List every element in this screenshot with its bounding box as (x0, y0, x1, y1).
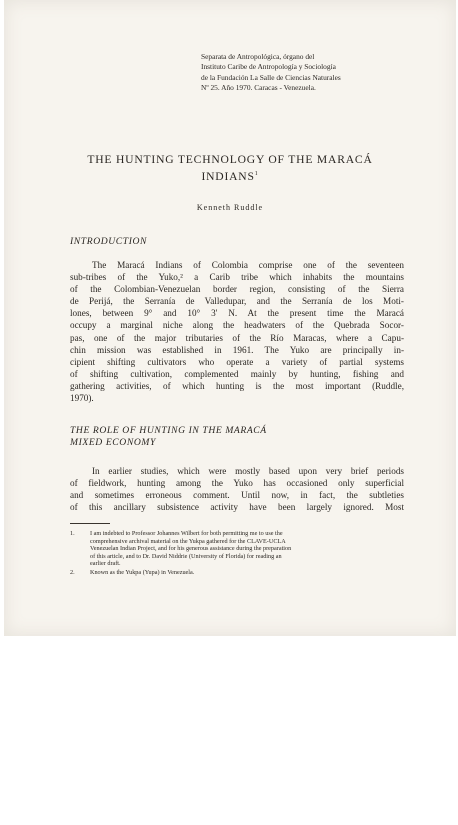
paper-title (44, 153, 416, 184)
role-paragraph (70, 465, 404, 513)
footnote-number: 2. (70, 569, 75, 576)
introduction-heading-text: INTRODUCTION (70, 236, 148, 247)
title-footnote-marker: 1 (254, 171, 259, 177)
offprint-note-line: de la Fundación La Salle de Ciencias Naturales (201, 72, 341, 82)
footnote-body (90, 569, 404, 577)
title-line-1: THE HUNTING TECHNOLOGY OF THE MARACÁ (87, 153, 373, 166)
text-line: sub-tribes of the Yuko,² a Carib tribe which inhabits the mountains (70, 272, 404, 283)
title-line-2-text: INDIANS (201, 169, 255, 183)
text-line: lones, between 9° and 10° 3' N. At the present time the Maracá (70, 308, 404, 319)
offprint-note-line: Nº 25. Año 1970. Caracas - Venezuela. (201, 83, 316, 93)
paper-page (4, 0, 456, 636)
footnote-2 (70, 569, 404, 579)
title-line-2 (44, 167, 416, 184)
footnote-1 (70, 530, 404, 570)
text-line: of the Colombian-Venezuelan border region, consisting of the Sierra (70, 284, 404, 295)
footnote-line: earlier draft. (90, 560, 121, 568)
text-line: pas, one of the major tributaries of the Río Maracas, where a Capu- (70, 332, 404, 343)
text-line: 1970). (70, 393, 94, 404)
offprint-note-line: Separata de Antropológica, órgano del (201, 52, 315, 61)
text-line: The Maracá Indians of Colombia comprise one of the seventeen (92, 260, 404, 270)
role-heading-line: THE ROLE OF HUNTING IN THE MARACÁ (70, 425, 267, 436)
text-line: chin mission was established in 1961. The Yuko are principally in- (70, 344, 404, 355)
introduction-paragraph (70, 259, 404, 404)
text-line: of fieldwork, hunting among the Yuko has occasioned only superficial (70, 478, 404, 489)
footnote-body (90, 530, 404, 568)
text-line: de Perijá, the Serranía de Valledupar, and the Serranía de los Moti- (70, 296, 404, 307)
offprint-note (201, 52, 401, 94)
text-line: In earlier studies, which were mostly based upon very brief periods (92, 466, 404, 476)
footnote-rule (70, 523, 110, 524)
text-line: of this ancillary subsistence activity have been largely ignored. Most (70, 502, 404, 513)
author-name: Kenneth Ruddle (196, 203, 264, 212)
footnote-line: Venezuelan Indian Project, and for his generous assistance during the preparation (90, 545, 292, 553)
introduction-heading (70, 236, 147, 248)
footnote-line: comprehensive archival material on the Yukpa gathered for the CLAVE-UCLA (90, 537, 286, 545)
text-line: occupy a marginal niche along the headwaters of the Quebrada Socor- (70, 320, 404, 331)
footnote-line: of this article, and to Dr. David Niddrie (University of Florida) for reading an (90, 552, 282, 560)
role-section-heading (70, 425, 267, 449)
footnote-line: Known as the Yukpa (Yupa) in Venezuela. (90, 569, 195, 576)
footnote-line: I am indebted to Professor Johannes Wilbert for both permitting me to use the (90, 530, 283, 537)
text-line: and sometimes erroneous comment. Until now, in fact, the subtleties (70, 490, 404, 501)
role-heading-line: MIXED ECONOMY (70, 437, 156, 448)
text-line: cipient shifting cultivators who operate a variety of partial systems (70, 356, 404, 367)
text-line: of shifting cultivation, complemented mainly by hunting, fishing and (70, 368, 404, 379)
footnote-number: 1. (70, 530, 75, 537)
text-line: gathering activities, of which hunting is the most important (Ruddle, (70, 380, 404, 391)
offprint-note-line: Instituto Caribe de Antropología y Sociología (201, 62, 336, 72)
